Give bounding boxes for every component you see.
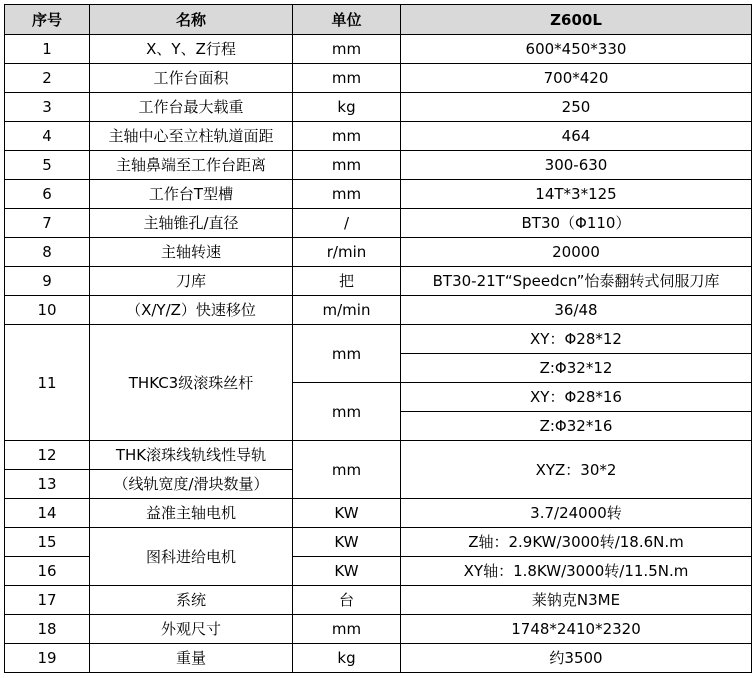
- row-unit: mm: [293, 325, 401, 383]
- row-value: 600*450*330: [401, 35, 752, 64]
- row-index: 8: [5, 238, 90, 267]
- row-name: 刀库: [90, 267, 293, 296]
- row-unit: kg: [293, 644, 401, 673]
- row-unit: KW: [293, 499, 401, 528]
- row-unit: mm: [293, 615, 401, 644]
- row-index: 19: [5, 644, 90, 673]
- table-row: [5, 325, 752, 354]
- row-value: 300-630: [401, 151, 752, 180]
- row-index: 16: [5, 557, 90, 586]
- header-row: [5, 5, 752, 35]
- row-value: XY：Φ28*12: [401, 325, 752, 354]
- row-name: 主轴鼻端至工作台距离: [90, 151, 293, 180]
- row-index: 12: [5, 441, 90, 470]
- row-name: 系统: [90, 586, 293, 615]
- table-row: [5, 64, 752, 93]
- row-value: XYZ：30*2: [401, 441, 752, 499]
- row-index: 7: [5, 209, 90, 238]
- spec-table: [4, 4, 752, 673]
- row-unit: mm: [293, 64, 401, 93]
- row-value: Z:Φ32*12: [401, 354, 752, 383]
- header-unit: 单位: [293, 5, 401, 35]
- table-row: [5, 35, 752, 64]
- table-row: [5, 441, 752, 470]
- row-name: 益准主轴电机: [90, 499, 293, 528]
- table-row: [5, 499, 752, 528]
- row-unit: 台: [293, 586, 401, 615]
- row-unit: mm: [293, 383, 401, 441]
- row-unit: kg: [293, 93, 401, 122]
- row-name: （X/Y/Z）快速移位: [90, 296, 293, 325]
- row-index: 10: [5, 296, 90, 325]
- row-name: X、Y、Z行程: [90, 35, 293, 64]
- row-name: 工作台最大载重: [90, 93, 293, 122]
- row-unit: r/min: [293, 238, 401, 267]
- table-row: [5, 238, 752, 267]
- row-value: XY轴：1.8KW/3000转/11.5N.m: [401, 557, 752, 586]
- row-value: Z轴：2.9KW/3000转/18.6N.m: [401, 528, 752, 557]
- table-row: [5, 122, 752, 151]
- row-value: 20000: [401, 238, 752, 267]
- row-unit: 把: [293, 267, 401, 296]
- row-unit: mm: [293, 441, 401, 499]
- row-value: 700*420: [401, 64, 752, 93]
- row-value: 约3500: [401, 644, 752, 673]
- row-value: 莱钠克N3ME: [401, 586, 752, 615]
- row-value: 250: [401, 93, 752, 122]
- row-value: 3.7/24000转: [401, 499, 752, 528]
- row-name: 工作台T型槽: [90, 180, 293, 209]
- table-row: [5, 267, 752, 296]
- row-name: 外观尺寸: [90, 615, 293, 644]
- row-value: Z:Φ32*16: [401, 412, 752, 441]
- row-index: 13: [5, 470, 90, 499]
- row-unit: /: [293, 209, 401, 238]
- row-index: 5: [5, 151, 90, 180]
- row-unit: mm: [293, 180, 401, 209]
- row-name: 图科进给电机: [90, 528, 293, 586]
- table-row: [5, 151, 752, 180]
- row-name: THKC3级滚珠丝杆: [90, 325, 293, 441]
- row-index: 1: [5, 35, 90, 64]
- row-value: 14T*3*125: [401, 180, 752, 209]
- table-row: [5, 528, 752, 557]
- table-row: [5, 296, 752, 325]
- row-value: 464: [401, 122, 752, 151]
- row-index: 17: [5, 586, 90, 615]
- table-row: [5, 93, 752, 122]
- row-value: XY：Φ28*16: [401, 383, 752, 412]
- row-value: 1748*2410*2320: [401, 615, 752, 644]
- row-value: 36/48: [401, 296, 752, 325]
- row-unit: m/min: [293, 296, 401, 325]
- row-index: 14: [5, 499, 90, 528]
- table-row: [5, 209, 752, 238]
- row-index: 15: [5, 528, 90, 557]
- row-name: 主轴转速: [90, 238, 293, 267]
- table-row: [5, 180, 752, 209]
- row-index: 18: [5, 615, 90, 644]
- row-index: 3: [5, 93, 90, 122]
- row-unit: mm: [293, 35, 401, 64]
- row-unit: mm: [293, 122, 401, 151]
- row-index: 4: [5, 122, 90, 151]
- row-name: THK滚珠线轨线性导轨: [90, 441, 293, 470]
- row-name: 重量: [90, 644, 293, 673]
- row-unit: KW: [293, 557, 401, 586]
- row-index: 6: [5, 180, 90, 209]
- header-model: Z600L: [401, 5, 752, 35]
- row-unit: mm: [293, 151, 401, 180]
- row-name: 主轴锥孔/直径: [90, 209, 293, 238]
- header-name: 名称: [90, 5, 293, 35]
- header-index: 序号: [5, 5, 90, 35]
- row-index: 2: [5, 64, 90, 93]
- row-unit: KW: [293, 528, 401, 557]
- row-value: BT30（Φ110）: [401, 209, 752, 238]
- table-row: [5, 586, 752, 615]
- row-index: 11: [5, 325, 90, 441]
- table-row: [5, 615, 752, 644]
- row-name: 主轴中心至立柱轨道面距: [90, 122, 293, 151]
- row-value: BT30-21T“Speedcn”怡泰翻转式伺服刀库: [401, 267, 752, 296]
- row-name: 工作台面积: [90, 64, 293, 93]
- row-name: （线轨宽度/滑块数量）: [90, 470, 293, 499]
- row-index: 9: [5, 267, 90, 296]
- table-row: [5, 644, 752, 673]
